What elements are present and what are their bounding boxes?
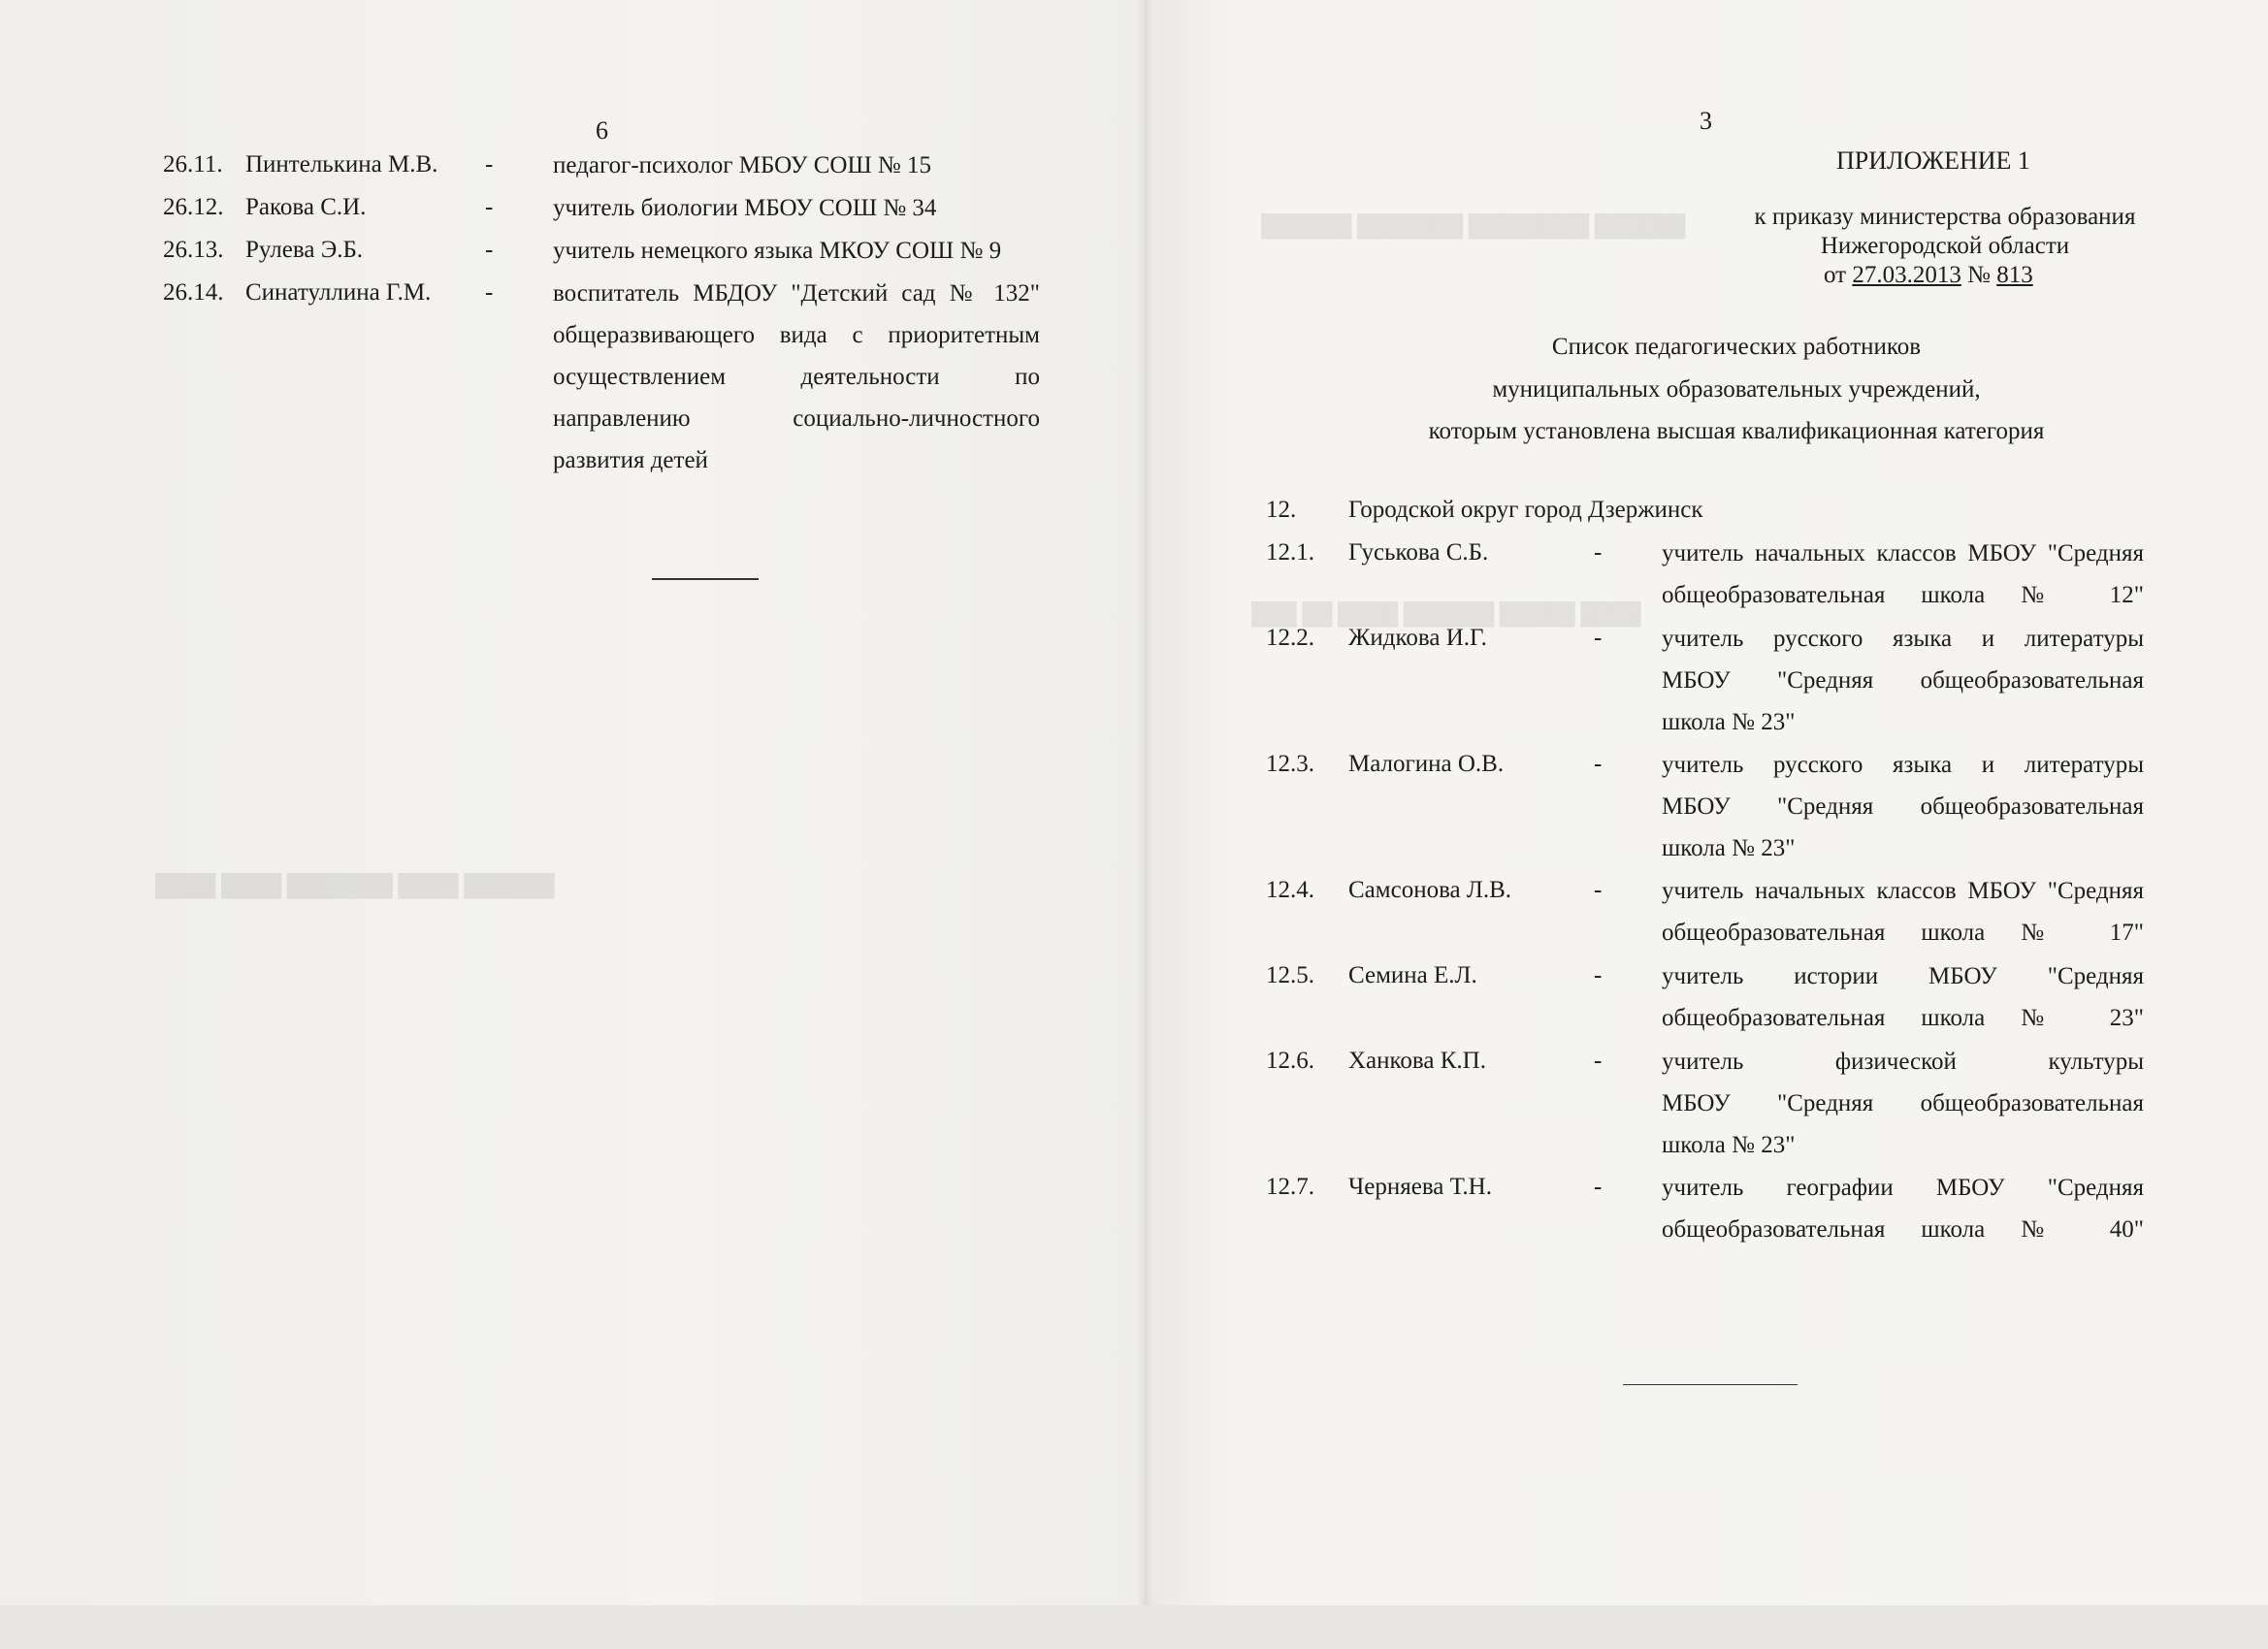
row-name: Черняева Т.Н.	[1348, 1174, 1492, 1200]
description-line: учитель географии МБОУ "Средняя	[1662, 1175, 2144, 1201]
description-line: учитель истории МБОУ "Средняя	[1662, 963, 2144, 989]
page-number: 6	[596, 116, 608, 145]
order-num-prefix: №	[1960, 262, 1997, 288]
description-line: общеобразовательная школа № 40"	[1662, 1216, 2144, 1243]
section-number: 12.	[1266, 497, 1297, 523]
description-line: развития детей	[553, 447, 708, 473]
row-number: 12.4.	[1266, 877, 1314, 903]
end-rule	[652, 578, 759, 580]
description-line: общеобразовательная школа № 12"	[1662, 582, 2144, 608]
row-number: 12.1.	[1266, 539, 1314, 566]
row-number: 26.11.	[163, 151, 223, 178]
row-description	[553, 145, 1040, 186]
row-number: 26.14.	[163, 279, 224, 306]
row-description	[1662, 1041, 2144, 1166]
row-description	[1662, 870, 2144, 954]
row-number: 12.5.	[1266, 962, 1314, 988]
row-dash: -	[485, 194, 494, 220]
description-line: учитель немецкого языка МКОУ СОШ № 9	[553, 238, 1002, 264]
list-title-line-1: Список педагогических работников	[1551, 334, 1922, 360]
bleed-through: ████ █████ ██████ ████ ██ ███	[1251, 601, 1641, 626]
row-name: Пинтелькина М.В.	[245, 151, 438, 178]
description-line: учитель русского языка и литературы	[1662, 752, 2144, 778]
scan-bottom-edge	[0, 1605, 2268, 1649]
row-number: 26.13.	[163, 237, 224, 263]
row-description	[1662, 1167, 2144, 1250]
description-line: МБОУ "Средняя общеобразовательная	[1662, 667, 2144, 694]
end-rule	[1623, 1384, 1798, 1385]
description-line: осуществлением деятельности по	[553, 364, 1040, 390]
page-number: 3	[1700, 107, 1712, 135]
list-title-line-2: муниципальных образовательных учреждений,	[1492, 376, 1981, 403]
row-dash: -	[1594, 1048, 1603, 1074]
description-line: учитель биологии МБОУ СОШ № 34	[553, 195, 937, 221]
row-dash: -	[1594, 877, 1603, 903]
list-title-line-3: которым установлена высшая квалификационная категория	[1428, 418, 2045, 444]
row-description	[553, 187, 1040, 229]
appendix-title: ПРИЛОЖЕНИЕ 1	[1836, 146, 2030, 175]
row-dash: -	[1594, 962, 1603, 988]
row-dash: -	[485, 279, 494, 306]
row-number: 26.12.	[163, 194, 224, 220]
row-dash: -	[485, 237, 494, 263]
row-name: Жидкова И.Г.	[1348, 625, 1487, 651]
description-line: учитель русского языка и литературы	[1662, 626, 2144, 652]
row-name: Семина Е.Л.	[1348, 962, 1477, 988]
order-reference	[1824, 258, 2033, 293]
description-line: учитель начальных классов МБОУ "Средняя	[1662, 878, 2144, 904]
row-dash: -	[1594, 539, 1603, 566]
row-name: Ханкова К.П.	[1348, 1048, 1486, 1074]
order-prefix: от	[1824, 262, 1853, 288]
section-name: Городской округ город Дзержинск	[1348, 497, 1703, 523]
row-name: Гуськова С.Б.	[1348, 539, 1489, 566]
page-fold	[1137, 0, 1152, 1649]
row-name: Рулева Э.Б.	[245, 237, 364, 263]
row-description	[553, 230, 1040, 272]
row-description	[1662, 618, 2144, 743]
description-line: направлению социально-личностного	[553, 405, 1040, 432]
description-line: школа № 23"	[1662, 835, 1796, 861]
row-description	[1662, 744, 2144, 869]
row-number: 12.2.	[1266, 625, 1314, 651]
description-line: общеобразовательная школа № 23"	[1662, 1005, 2144, 1031]
row-description	[1662, 955, 2144, 1039]
description-line: школа № 23"	[1662, 709, 1796, 735]
row-dash: -	[1594, 1174, 1603, 1200]
row-description	[553, 273, 1040, 481]
description-line: общеразвивающего вида с приоритетным	[553, 322, 1040, 348]
order-line-1: к приказу министерства образования	[1754, 204, 2136, 230]
row-dash: -	[485, 151, 494, 178]
row-name: Ракова С.И.	[245, 194, 367, 220]
row-number: 12.7.	[1266, 1174, 1314, 1200]
description-line: педагог-психолог МБОУ СОШ № 15	[553, 152, 932, 178]
description-line: общеобразовательная школа № 17"	[1662, 920, 2144, 946]
row-number: 12.3.	[1266, 751, 1314, 777]
row-description	[1662, 533, 2144, 616]
description-line: МБОУ "Средняя общеобразовательная	[1662, 793, 2144, 820]
bleed-through: ██████ ████ ███████ ████ ████	[155, 873, 555, 897]
description-line: учитель физической культуры	[1662, 1049, 2144, 1075]
description-line: МБОУ "Средняя общеобразовательная	[1662, 1090, 2144, 1116]
description-line: школа № 23"	[1662, 1132, 1796, 1158]
row-dash: -	[1594, 625, 1603, 651]
row-name: Синатуллина Г.М.	[245, 279, 432, 306]
row-dash: -	[1594, 751, 1603, 777]
row-name: Малогина О.В.	[1348, 751, 1505, 777]
order-date: 27.03.2013	[1852, 262, 1961, 288]
bleed-through: ██████ ████████ ███████ ██████	[1261, 213, 1686, 238]
order-number: 813	[1996, 262, 2033, 288]
description-line: воспитатель МБДОУ "Детский сад № 132"	[553, 280, 1040, 307]
order-line-2: Нижегородской области	[1820, 233, 2070, 259]
row-number: 12.6.	[1266, 1048, 1314, 1074]
description-line: учитель начальных классов МБОУ "Средняя	[1662, 540, 2144, 566]
row-name: Самсонова Л.В.	[1348, 877, 1512, 903]
